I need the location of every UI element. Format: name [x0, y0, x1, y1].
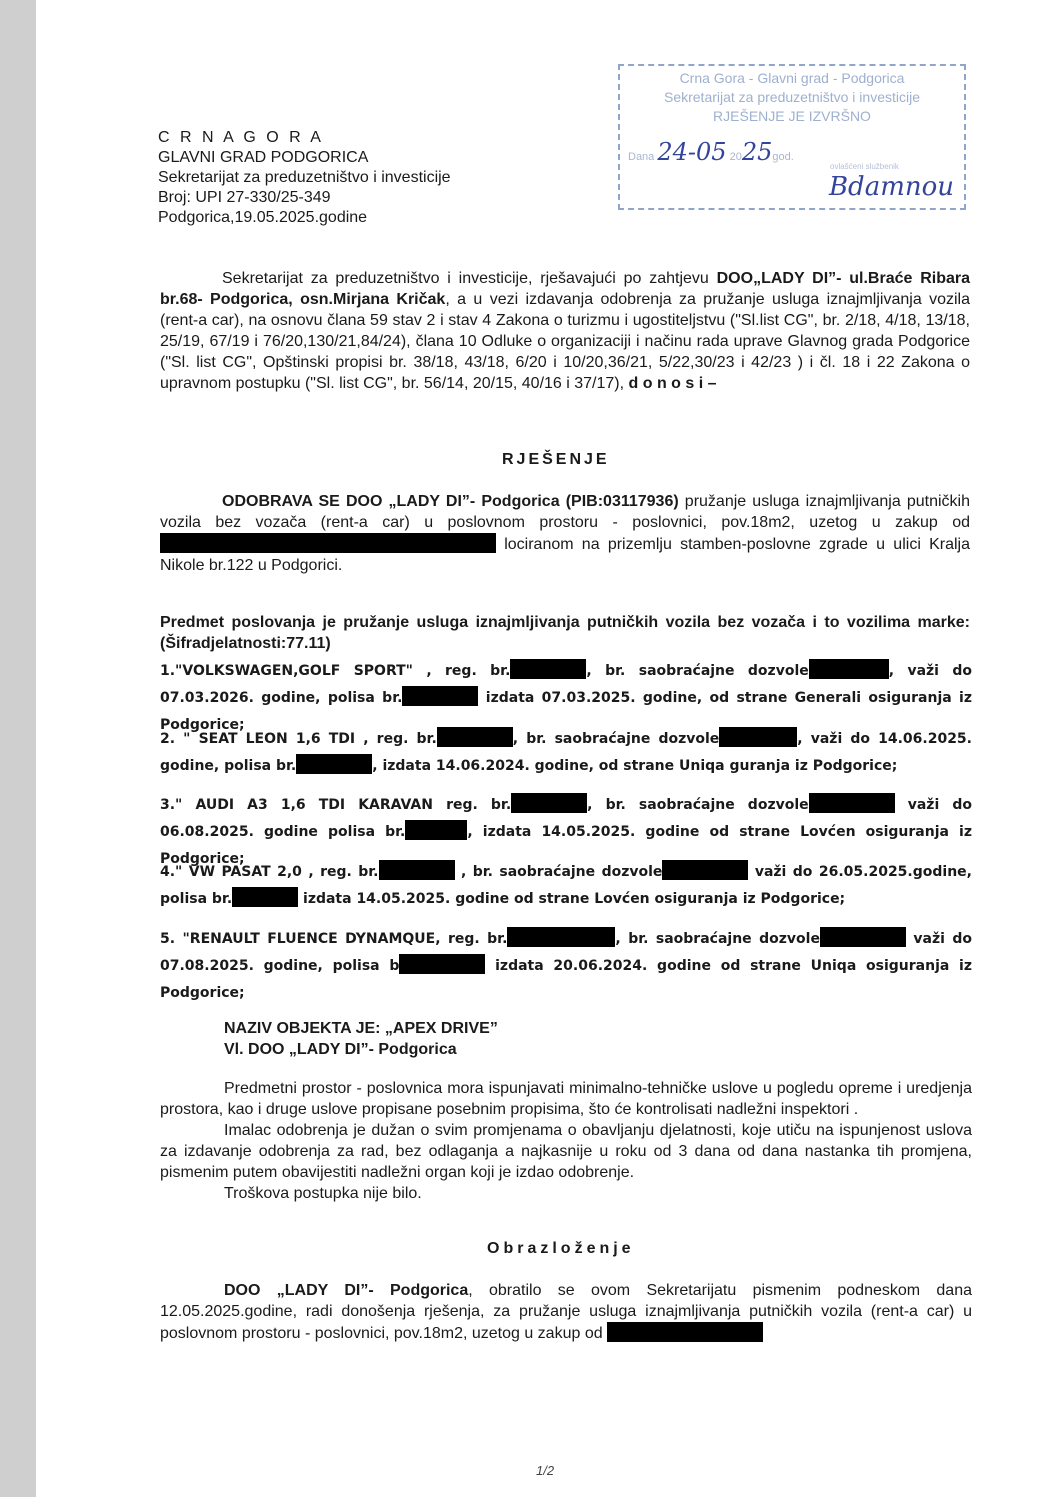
approval: ODOBRAVA SE DOO „LADY DI”- Podgorica (PIB:03117936) — [222, 493, 679, 510]
stamp-line: RJEŠENJE JE IZVRŠNO — [713, 108, 871, 124]
vehicle-item — [160, 926, 972, 1007]
redaction — [662, 860, 748, 880]
redaction — [607, 1322, 763, 1342]
vehicle-text: izdata 07.03.2025. godine, od strane Generali osiguranja iz Podgorice; — [160, 690, 972, 733]
text: lociranom na prizemlju stamben-poslovne zgrade u ulici Kralja Nikole br.122 u Podgorici. — [160, 536, 970, 574]
redaction — [399, 954, 485, 974]
text: Sekretarijat za preduzetništvo i investicije, rješavajući po zahtjevu — [222, 270, 717, 287]
redaction — [437, 727, 513, 747]
reasoning-paragraph — [160, 1280, 972, 1344]
stamp-date — [628, 138, 794, 166]
page-number: 1/2 — [536, 1463, 555, 1478]
vehicle-text: , izdata 14.06.2024. godine, od strane Uniqa guranja iz Podgorice; — [372, 758, 898, 774]
text: , obratilo se ovom Sekretarijatu pismenim podneskom dana 12.05.2025.godine, radi donošenja rješenja, za pružanje usluga iznajmljivanja putničkih vozila (rent-a car) u poslovnom prostoru - poslovnici, pov.18m2, uzetog u zakup od — [160, 1282, 973, 1342]
owner-line: Vl. DOO „LADY DI”- Podgorica — [224, 1041, 457, 1058]
donosi: d o n o s i – — [628, 375, 717, 392]
paragraph: Imalac odobrenja je dužan o svim promjenama o obavljanju djelatnosti, koje utiču na ispunjenost uslova za izdavanje odobrenja za rad, bez odlaganja a najkasnije u roku od 3 dana od dana nastanka tih promjena, pismenim putem obavijestiti nadležni organ koji je izdao odobrenje. — [160, 1122, 972, 1181]
stamp-line: Crna Gora - Glavni grad - Podgorica — [679, 70, 905, 86]
intro-paragraph — [160, 268, 970, 394]
header-country: C R N A G O R A — [158, 129, 324, 146]
redaction — [232, 887, 298, 907]
text: , a u vezi izdavanja odobrenja za pružanje usluga iznajmljivanja vozila (rent-a car), na osnovu člana 59 stav 2 i stav 4 Zakona o turizmu i ugostiteljstvu ("Sl.list CG", br. 2/18, 4/18, 13/18, 25/19, 67/19 i 76/20,130/21,84/24), člana 10 Odluke o organizaciji i načinu rada uprave Glavnog grada Podgorice ("Sl. list CG", Opštinski propisi br. 38/18, 43/18, 6/20 i 10/20,36/21, 5/22,30/23 i 42/23 ) i čl. 18 i 22 Zakona o upravnom postupku ("Sl. list CG", br. 56/14, 20/15, 40/16 i 37/17), — [160, 291, 971, 392]
vehicle-text: izdata 14.05.2025. godine od strane Lovćen osiguranja iz Podgorice; — [298, 891, 846, 907]
header-date: Podgorica,19.05.2025.godine — [158, 209, 368, 226]
vehicle-text: , izdata 14.05.2025. godine od strane Lovćen osiguranja iz Podgorice; — [160, 824, 972, 867]
vehicle-text: važi do 07.08.2025. godine, polisa b — [160, 931, 972, 974]
redaction — [402, 686, 478, 706]
date-label: Dana — [628, 151, 655, 163]
vehicle-text: 1."VOLKSWAGEN,GOLF SPORT" , reg. br. — [160, 663, 511, 679]
vehicle-text: , br. saobraćajne dozvole — [615, 931, 820, 947]
official-label: ovlašćeni službenik — [830, 162, 899, 171]
redaction — [809, 793, 895, 813]
reasoning-title: Obrazloženje — [487, 1240, 635, 1257]
applicant: DOO„LADY DI”- ul.Braće Ribara br.68- Podgorica, osn.Mirjana Kričak — [160, 270, 971, 308]
applicant: DOO „LADY DI”- Podgorica — [224, 1282, 469, 1299]
vehicle-item — [160, 859, 972, 913]
vehicle-text: , br. saobraćajne dozvole — [512, 731, 720, 747]
vehicle-item — [160, 726, 972, 780]
stamp-line: Sekretarijat za preduzetništvo i investicije — [663, 89, 920, 105]
business-subject: Predmet poslovanja je pružanje usluga iznajmljivanja putničkih vozila bez vozača i to vozilima marke:(Šifradjelatnosti:77.11) — [160, 614, 970, 652]
vehicle-text: 2. " SEAT LEON 1,6 TDI , reg. br. — [160, 731, 437, 747]
redaction — [405, 820, 467, 840]
decision-title: RJEŠENJE — [502, 451, 610, 468]
vehicle-text: 4." VW PASAT 2,0 , reg. br. — [160, 864, 379, 880]
redaction — [510, 659, 586, 679]
redaction — [719, 727, 797, 747]
date-handwritten: 24-05 — [657, 138, 727, 166]
vehicle-text: 5. "RENAULT FLUENCE DYNAMQUE, reg. br. — [160, 931, 508, 947]
year-suffix: god. — [772, 151, 794, 163]
header-number: Broj: UPI 27-330/25-349 — [158, 189, 331, 206]
vehicle-text: , br. saobraćajne dozvole — [587, 797, 809, 813]
vehicle-text: izdata 20.06.2024. godine od strane Uniqa osiguranja iz Podgorice; — [160, 958, 972, 1001]
redaction — [296, 754, 372, 774]
vehicle-text: važi do 26.05.2025.godine, polisa br. — [160, 864, 972, 907]
vehicle-text: , važi do 07.03.2026. godine, polisa br. — [160, 663, 973, 706]
vehicle-text: 3." AUDI A3 1,6 TDI KARAVAN reg. br. — [160, 797, 512, 813]
vehicle-text: , važi do 14.06.2025. godine, polisa br. — [160, 731, 972, 774]
redaction — [511, 793, 587, 813]
object-name-line: NAZIV OBJEKTA JE: „APEX DRIVE” — [224, 1020, 498, 1037]
letterhead — [158, 128, 451, 228]
header-city: GLAVNI GRAD PODGORICA — [158, 149, 369, 166]
vehicle-text: , br. saobraćajne dozvole — [586, 663, 809, 679]
text: pružanje usluga iznajmljivanja putničkih vozila bez vozača (rent-a car) u poslovnom prostoru - poslovnici, pov.18m2, uzetog u zakup od — [160, 493, 970, 531]
year-prefix: 20 — [729, 151, 742, 163]
redaction — [160, 533, 496, 553]
vehicle-text: važi do 06.08.2025. godine polisa br. — [160, 797, 972, 840]
decision-paragraph — [160, 491, 970, 576]
signature: Bdamnou — [828, 172, 954, 202]
header-department: Sekretarijat za preduzetništvo i investicije — [158, 169, 451, 186]
vehicle-text: , br. saobraćajne dozvole — [454, 864, 663, 880]
redaction — [809, 659, 889, 679]
redaction — [820, 927, 906, 947]
scan-edge — [0, 0, 36, 1497]
object-name — [224, 1018, 498, 1060]
paragraph: Predmetni prostor - poslovnica mora ispunjavati minimalno-tehničke uslove u pogledu opreme i uredjenja prostora, kao i druge uslove propisane posebnim propisima, što će kontrolisati nadležni inspektori . — [160, 1080, 972, 1118]
enforcement-stamp — [618, 64, 966, 210]
conditions-paragraphs — [160, 1078, 972, 1204]
paragraph: Troškova postupka nije bilo. — [224, 1185, 422, 1202]
year-handwritten: 25 — [741, 138, 773, 166]
redaction — [507, 927, 615, 947]
redaction — [379, 860, 455, 880]
